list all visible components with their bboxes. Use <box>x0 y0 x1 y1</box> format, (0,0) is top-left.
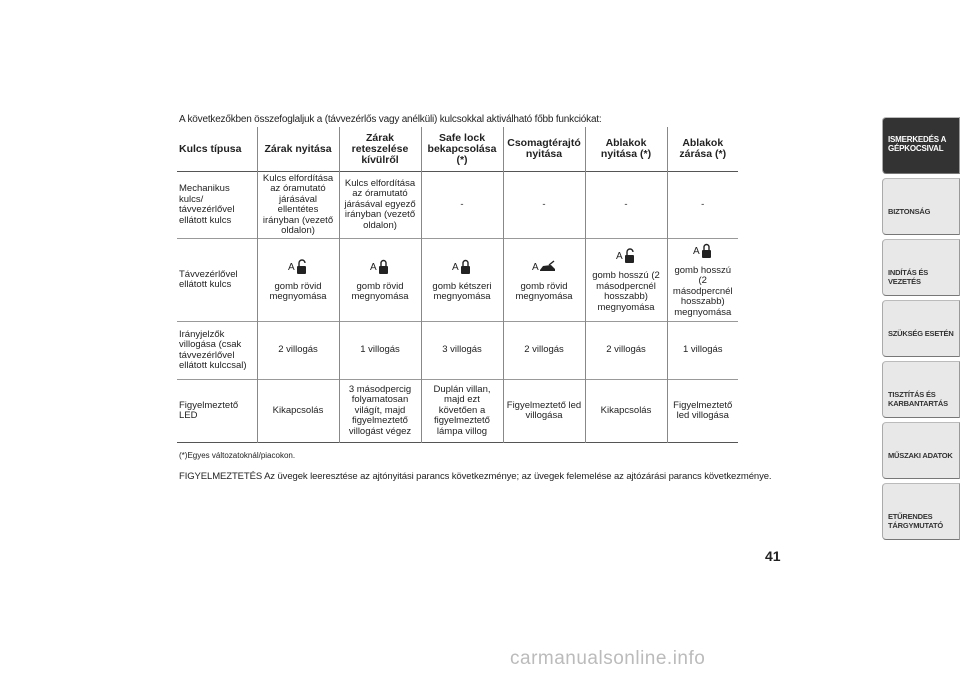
table-cell: 2 villogás <box>503 322 585 380</box>
table-cell: Duplán villan, majd ezt követően a figyelmeztető lámpa villog <box>421 380 503 443</box>
header-trunk-open: Csomagtérajtó nyitása <box>503 127 585 172</box>
table-cell <box>257 239 339 322</box>
table-cell: Kikapcsolás <box>257 380 339 443</box>
table-row <box>177 322 738 380</box>
header-windows-open: Ablakok nyitása (*) <box>585 127 667 172</box>
cell-text: gomb hosszú (2 másodpercnél hosszabb) megnyomása <box>672 264 733 318</box>
svg-text:A: A <box>532 261 539 273</box>
table-row <box>177 239 738 322</box>
table-cell: 1 villogás <box>339 322 421 380</box>
table-cell <box>339 239 421 322</box>
cell-text: gomb kétszeri megnyomása <box>432 280 492 302</box>
cell-text: gomb rövid megnyomása <box>515 280 573 302</box>
footnote: (*)Egyes változatoknál/piacokon. <box>179 451 296 460</box>
table-cell: - <box>667 172 738 239</box>
table-row <box>177 380 738 443</box>
row-label: Irányjelzők villogása (csak távvezérlővel ellátott kulccsal) <box>179 328 247 371</box>
tab-ismerkedes[interactable]: ISMERKEDÉS A GÉPKOCSIVAL <box>882 117 960 174</box>
unlock-icon <box>615 247 637 265</box>
svg-text:A: A <box>692 245 700 257</box>
header-windows-close: Ablakok zárása (*) <box>667 127 738 172</box>
watermark: carmanualsonline.info <box>510 648 706 669</box>
tab-szukseg[interactable]: SZÜKSÉG ESETÉN <box>882 300 960 357</box>
svg-text:A: A <box>288 261 295 273</box>
table-cell: Kulcs elfordítása az óramutató járásával ellentétes irányban (vezető oldalon) <box>257 172 339 239</box>
table-cell <box>503 239 585 322</box>
table-cell: - <box>585 172 667 239</box>
table-cell: Figyelmeztető led villogása <box>503 380 585 443</box>
table-row <box>177 172 738 239</box>
tab-targymutato[interactable]: ETŰRENDES TÁRGYMUTATÓ <box>882 483 960 540</box>
lock-icon <box>692 242 714 260</box>
table-cell: 2 villogás <box>585 322 667 380</box>
table-cell: Figyelmeztető led villogása <box>667 380 738 443</box>
unlock-icon <box>287 258 309 276</box>
svg-text:A: A <box>370 261 377 273</box>
table-cell <box>421 239 503 322</box>
key-functions-table <box>177 127 738 443</box>
svg-text:A: A <box>452 261 459 273</box>
tab-muszaki[interactable]: MŰSZAKI ADATOK <box>882 422 960 479</box>
warning-text: FIGYELMEZTETÉS Az üvegek leeresztése az ajtónyitási parancs következménye; az üvegek felemelése az ajtózárási parancs következménye. <box>179 471 772 482</box>
table-cell: Kikapcsolás <box>585 380 667 443</box>
table-cell <box>667 239 738 322</box>
page-number: 41 <box>765 548 781 564</box>
header-key-type: Kulcs típusa <box>179 142 242 155</box>
cell-text: gomb rövid megnyomása <box>269 280 327 302</box>
lock-icon <box>369 258 391 276</box>
chapter-tabs <box>882 117 960 544</box>
table-cell: - <box>421 172 503 239</box>
intro-text: A következőkben összefoglaljuk a (távvezérlős vagy anélküli) kulcsokkal aktiválható főbb funkciókat: <box>179 114 602 125</box>
lock-icon <box>451 258 473 276</box>
row-label: Távvezérlővel ellátott kulcs <box>179 268 238 290</box>
table-cell: 3 másodpercig folyamatosan világít, majd figyelmeztető villogást végez <box>339 380 421 443</box>
svg-text:A: A <box>616 251 623 262</box>
table-header-row <box>177 127 738 172</box>
table-cell: 1 villogás <box>667 322 738 380</box>
row-label: Mechanikus kulcs/ távvezérlővel ellátott kulcs <box>179 183 235 226</box>
cell-text: gomb hosszú (2 másodpercnél hosszabb) megnyomása <box>592 270 660 313</box>
cell-text: gomb rövid megnyomása <box>351 280 409 302</box>
table-cell: - <box>503 172 585 239</box>
row-label: Figyelmeztető LED <box>179 399 239 421</box>
table-cell: 3 villogás <box>421 322 503 380</box>
table-cell <box>585 239 667 322</box>
table-cell: Kulcs elfordítása az óramutató járásával egyező irányban (vezető oldalon) <box>339 172 421 239</box>
tab-tisztitas[interactable]: TISZTÍTÁS ÉS KARBANTARTÁS <box>882 361 960 418</box>
tab-biztonsag[interactable]: BIZTONSÁG <box>882 178 960 235</box>
header-safe-lock: Safe lock bekapcsolása (*) <box>421 127 503 172</box>
header-unlock: Zárak nyitása <box>257 127 339 172</box>
tab-inditas[interactable]: INDÍTÁS ÉS VEZETÉS <box>882 239 960 296</box>
header-lock-outside: Zárak reteszelése kívülről <box>339 127 421 172</box>
table-cell: 2 villogás <box>257 322 339 380</box>
trunk-icon <box>531 258 557 276</box>
